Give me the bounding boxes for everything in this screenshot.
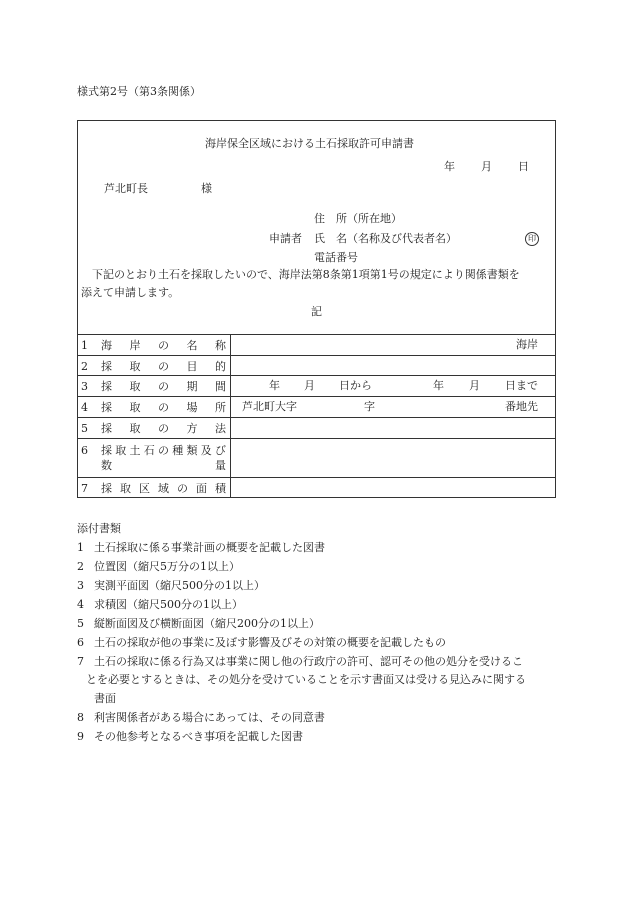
attachment-item (77, 541, 325, 555)
applicant-label: 申請者 (269, 232, 302, 245)
row-number: 4 (81, 400, 88, 414)
period-end-month: 月 (469, 379, 480, 392)
row-label: 採取の目的 (101, 360, 226, 373)
row-number: 7 (81, 481, 88, 495)
attachment-text: 実測平面図（縮尺500分の1以上） (94, 579, 265, 592)
place-lot: 番地先 (505, 400, 538, 413)
period-start-day: 日から (339, 379, 372, 392)
attachment-item (77, 579, 265, 593)
addressee-honorific: 様 (201, 182, 212, 195)
attachment-text: 土石採取に係る事業計画の概要を記載した図書 (94, 541, 325, 554)
attachment-number: 3 (77, 579, 84, 592)
row-label-line2-start: 数 (101, 459, 112, 472)
body-text-line1: 下記のとおり土石を採取したいので、海岸法第8条第1項第1号の規定により関係書類を (92, 268, 520, 281)
attachment-text: 利害関係者がある場合にあっては、その同意書 (94, 711, 325, 724)
attachment-number: 8 (77, 711, 84, 724)
attachment-text: 土石の採取に係る行為又は事業に関し他の行政庁の許可、認可その他の処分を受けるこ (94, 655, 523, 668)
period-end-year: 年 (433, 379, 444, 392)
attachment-item (77, 617, 320, 631)
date-year: 年 (444, 160, 455, 173)
table-row-divider (77, 438, 556, 439)
attachment-item (77, 655, 523, 669)
attachment-text: 求積図（縮尺500分の1以上） (94, 598, 243, 611)
row-number: 2 (81, 359, 88, 373)
form-title: 海岸保全区域における土石採取許可申請書 (205, 137, 414, 150)
period-end-day: 日まで (505, 379, 538, 392)
table-row (81, 356, 226, 376)
coast-suffix: 海岸 (516, 338, 538, 351)
row-label: 採取の方法 (101, 422, 226, 435)
attachment-item (77, 598, 243, 612)
applicant-phone-label: 電話番号 (314, 251, 358, 264)
ki-heading: 記 (311, 305, 322, 318)
row-number: 6 (81, 443, 88, 457)
row-label: 採取の場所 (101, 401, 226, 414)
attachment-text: 位置図（縮尺5万分の1以上） (94, 560, 240, 573)
attachment-number: 4 (77, 598, 84, 611)
period-start-year: 年 (269, 379, 280, 392)
table-row (81, 478, 226, 498)
date-day: 日 (518, 160, 529, 173)
attachment-item (77, 560, 240, 574)
table-column-divider (230, 334, 231, 497)
table-row (81, 335, 226, 355)
attachment-number: 1 (77, 541, 84, 554)
row-label: 採取の期間 (101, 380, 226, 393)
attachments-heading: 添付書類 (77, 522, 121, 535)
row-number: 1 (81, 338, 88, 352)
row-label-line1: 採取土石の種類及び (101, 444, 226, 457)
date-month: 月 (481, 160, 492, 173)
row-label: 採取区域の面積 (101, 482, 226, 495)
table-row (81, 397, 226, 417)
row-number: 3 (81, 379, 88, 393)
table-row (81, 418, 226, 438)
applicant-address-label: 住 所（所在地） (314, 212, 402, 225)
applicant-name-label: 氏 名（名称及び代表者名） (314, 232, 457, 245)
row-label: 海岸の名称 (101, 339, 226, 352)
attachment-item (77, 711, 325, 725)
attachment-text: 縦断面図及び横断面図（縮尺200分の1以上） (94, 617, 320, 630)
attachment-text-continued: とを必要とするときは、その処分を受けていることを示す書面又は受ける見込みに関する (86, 673, 526, 686)
attachment-number: 5 (77, 617, 84, 630)
period-start-month: 月 (304, 379, 315, 392)
place-aza: 字 (364, 400, 375, 413)
row-number: 5 (81, 421, 88, 435)
attachment-item (77, 636, 446, 650)
row-label-line2-end: 量 (215, 459, 226, 472)
addressee-name: 芦北町長 (104, 182, 148, 195)
place-town: 芦北町大字 (242, 400, 297, 413)
attachment-item (77, 730, 303, 744)
attachment-text: 土石の採取が他の事業に及ぼす影響及びその対策の概要を記載したもの (94, 636, 446, 649)
attachment-number: 6 (77, 636, 84, 649)
attachment-text-continued: 書面 (94, 692, 116, 705)
attachment-number: 7 (77, 655, 84, 668)
attachment-text: その他参考となるべき事項を記載した図書 (94, 730, 303, 743)
form-number: 様式第2号（第3条関係） (77, 85, 201, 98)
attachment-number: 2 (77, 560, 84, 573)
table-row (81, 376, 226, 396)
attachment-number: 9 (77, 730, 84, 743)
seal-mark: 印 (525, 232, 539, 246)
table-row (81, 440, 226, 460)
body-text-line2: 添えて申請します。 (81, 286, 180, 299)
